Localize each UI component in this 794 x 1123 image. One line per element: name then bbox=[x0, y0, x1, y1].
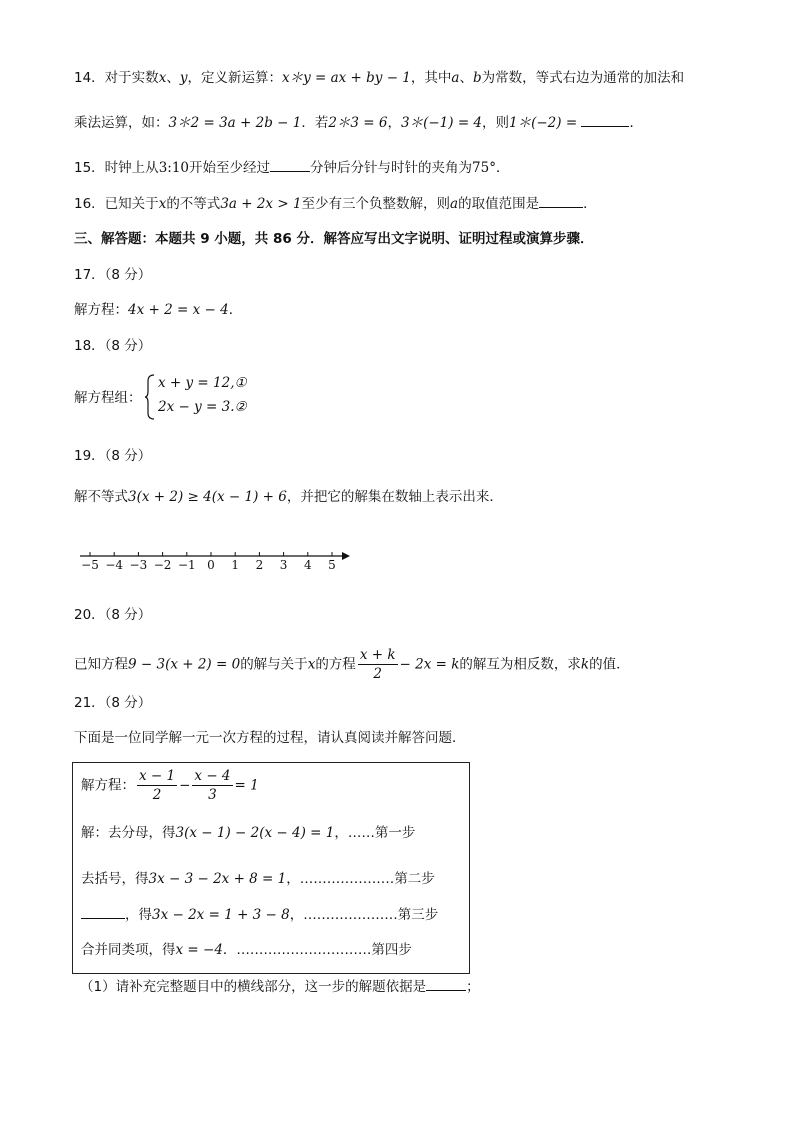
q17-heading: 17．（8 分） bbox=[74, 267, 152, 283]
number-line-tick-label: 5 bbox=[328, 558, 336, 572]
q18-label: 解方程组： bbox=[74, 390, 142, 406]
number-line-tick-label: −4 bbox=[105, 558, 124, 572]
step3-blank[interactable] bbox=[81, 904, 125, 919]
q20-line: 已知方程9 − 3(x + 2) = 0的解与关于x的方程 $\frac{x + k}{2}$ − 2x = k的解互为相反数，求k的值． bbox=[74, 647, 630, 682]
q20-heading: 20．（8 分） bbox=[74, 607, 152, 623]
q16-answer-blank[interactable] bbox=[539, 193, 583, 208]
box-fraction-1: $\frac{x - 1}{2}$ bbox=[139, 768, 176, 803]
q19-heading: 19．（8 分） bbox=[74, 448, 152, 464]
q21-sub1: （1）请补充完整题目中的横线部分，这一步的解题依据是 ； bbox=[80, 976, 480, 997]
number-line-tick-label: 4 bbox=[303, 558, 312, 572]
number-line-tick-label: 3 bbox=[279, 558, 288, 572]
q14-definition: x＊y = ax + by − 1 bbox=[281, 70, 411, 86]
number-line-tick-label: −2 bbox=[153, 558, 172, 572]
sub1-answer-blank[interactable] bbox=[426, 976, 466, 991]
q14-line1: 14．对于实数x、y，定义新运算：x＊y = ax + by − 1，其中a、b为常数，等式右边为通常的加法和 bbox=[74, 70, 685, 86]
brace-icon bbox=[144, 373, 156, 421]
section-3-heading: 三、解答题：本题共 9 小题，共 86 分．解答应写出文字说明、证明过程或演算步骤． bbox=[74, 231, 594, 247]
q15-answer-blank[interactable] bbox=[270, 157, 310, 172]
number-line-tick-label: −3 bbox=[129, 558, 148, 572]
q14-answer-blank[interactable] bbox=[581, 112, 629, 127]
q14-line2: 乘法运算，如：3＊2 = 3a + 2b − 1．若2＊3 = 6，3＊(−1) = 4，则1＊(−2) = ． bbox=[74, 112, 643, 133]
box-fraction-2: $\frac{x - 4}{3}$ bbox=[194, 768, 231, 803]
q21-intro: 下面是一位同学解一元一次方程的过程，请认真阅读并解答问题． bbox=[74, 730, 466, 746]
box-equation: 解方程： $\frac{x - 1}{2}$ − $\frac{x - 4}{3}$ = 1 bbox=[81, 768, 259, 803]
box-step-4: 合并同类项，得x = −4．…………………………第四步 bbox=[81, 942, 412, 958]
box-step-3: ，得3x − 2x = 1 + 3 − 8，…………………第三步 bbox=[81, 904, 438, 925]
q18-eq1: x + y = 12,① bbox=[158, 375, 247, 391]
q21-heading: 21．（8 分） bbox=[74, 695, 152, 711]
q17-line: 解方程：4x + 2 = x − 4． bbox=[74, 302, 243, 318]
solution-box bbox=[72, 762, 470, 974]
q18-eq2: 2x − y = 3.② bbox=[158, 399, 247, 415]
number-line-tick-label: 0 bbox=[207, 558, 215, 572]
box-step-1: 解：去分母，得3(x − 1) − 2(x − 4) = 1，……第一步 bbox=[81, 825, 416, 841]
number-line-tick-label: 1 bbox=[231, 558, 240, 572]
number-line-tick-label: −5 bbox=[81, 558, 99, 572]
number-line bbox=[74, 548, 364, 582]
number-line-tick-label: 2 bbox=[255, 558, 264, 572]
q20-fraction: $\frac{x + k}{2}$ bbox=[359, 647, 396, 682]
q15-line: 15．时钟上从3:10开始至少经过 分钟后分针与时针的夹角为75°． bbox=[74, 157, 509, 178]
box-step-2: 去括号，得3x − 3 − 2x + 8 = 1，…………………第二步 bbox=[81, 871, 435, 887]
number-line-tick-label: −1 bbox=[177, 558, 196, 572]
q19-line: 解不等式3(x + 2) ≥ 4(x − 1) + 6，并把它的解集在数轴上表示出来． bbox=[74, 489, 503, 505]
q18-heading: 18．（8 分） bbox=[74, 338, 152, 354]
q16-line: 16．已知关于x的不等式3a + 2x > 1至少有三个负整数解，则a的取值范围是 ． bbox=[74, 193, 597, 214]
